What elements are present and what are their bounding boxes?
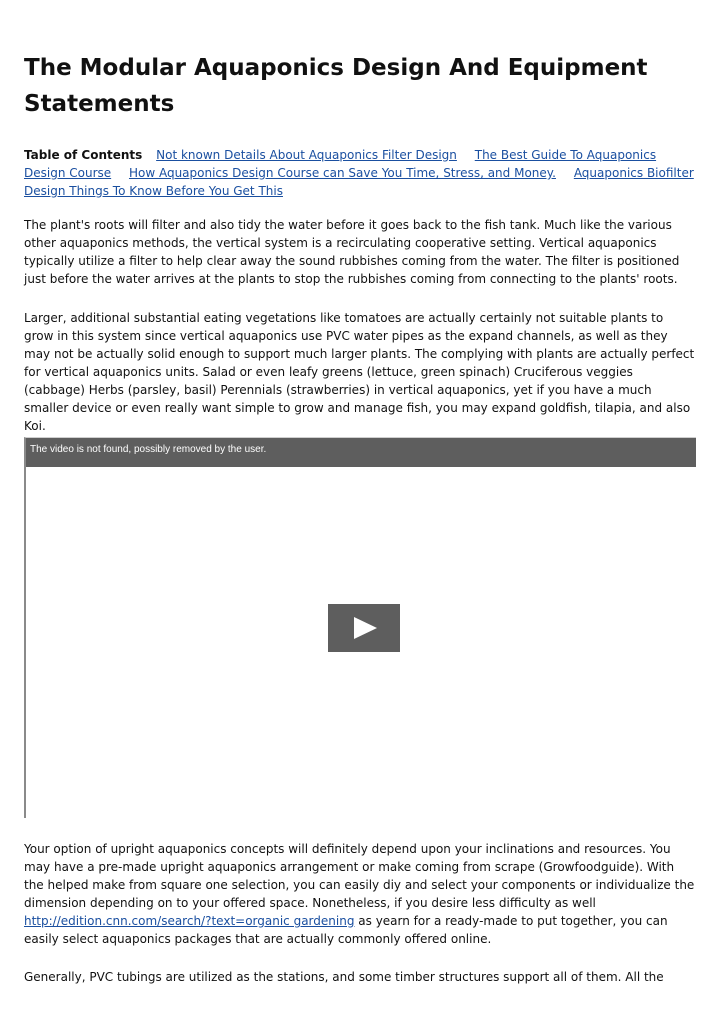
cnn-search-link[interactable]: http://edition.cnn.com/search/?text=organic gardening [24,914,355,928]
video-embed[interactable] [24,437,696,818]
paragraph-3 [24,840,696,948]
toc-link-biofilter-design[interactable]: Aquaponics Biofilter Design Things To Know Before You Get This [24,166,694,198]
toc-title: Table of Contents [24,148,143,162]
paragraph-3-text-after: as yearn for a ready-made to put together, you can easily select aquaponics packages that are actually commonly offered online. [24,914,668,946]
page-title: The Modular Aquaponics Design And Equipment Statements [24,55,648,117]
paragraph-4: Generally, PVC tubings are utilized as the stations, and some timber structures support all of them. All the [24,970,664,984]
paragraph-1: The plant's roots will filter and also tidy the water before it goes back to the fish tank. Much like the various other aquaponics methods, the vertical system is a recirculating cooperative setting. Vertical aquaponics typically utilize a filter to help clear away the sound rubbishes coming from the water. The filter is positioned just before the water arrives at the plants to stop the rubbishes coming from connecting to the plants' roots. [24,218,680,286]
video-error-bar: The video is not found, possibly removed by the user. [26,438,696,467]
paragraph-2: Larger, additional substantial eating vegetations like tomatoes are actually certainly not suitable plants to grow in this system since vertical aquaponics use PVC water pipes as the expand channels, as well as they may not be actually solid enough to support much larger plants. The complying with plants are actually perfect for vertical aquaponics units. Salad or even leafy greens (lettuce, green spinach) Cruciferous veggies (cabbage) Herbs (parsley, basil) Perennials (strawberries) in vertical aquaponics, yet if you have a much smaller device or even really want simple to grow and manage fish, you may expand goldfish, tilapia, and also Koi. [24,311,695,433]
play-icon [328,604,400,652]
paragraph-3-text-before: Your option of upright aquaponics concepts will definitely depend upon your inclinations and resources. You may have a pre-made upright aquaponics arrangement or make coming from scrape (Growfoodguide). With the helped make from square one selection, you can easily diy and select your components or individualize the dimension depending on to your offered space. Nonetheless, if you desire less difficulty as well [24,842,695,910]
table-of-contents [24,146,696,200]
toc-link-design-course-guide[interactable]: The Best Guide To Aquaponics Design Course [24,148,657,180]
play-button[interactable] [328,604,400,652]
toc-link-filter-design[interactable]: Not known Details About Aquaponics Filter Design [156,148,457,162]
toc-link-save-time[interactable]: How Aquaponics Design Course can Save You Time, Stress, and Money. [128,166,556,180]
